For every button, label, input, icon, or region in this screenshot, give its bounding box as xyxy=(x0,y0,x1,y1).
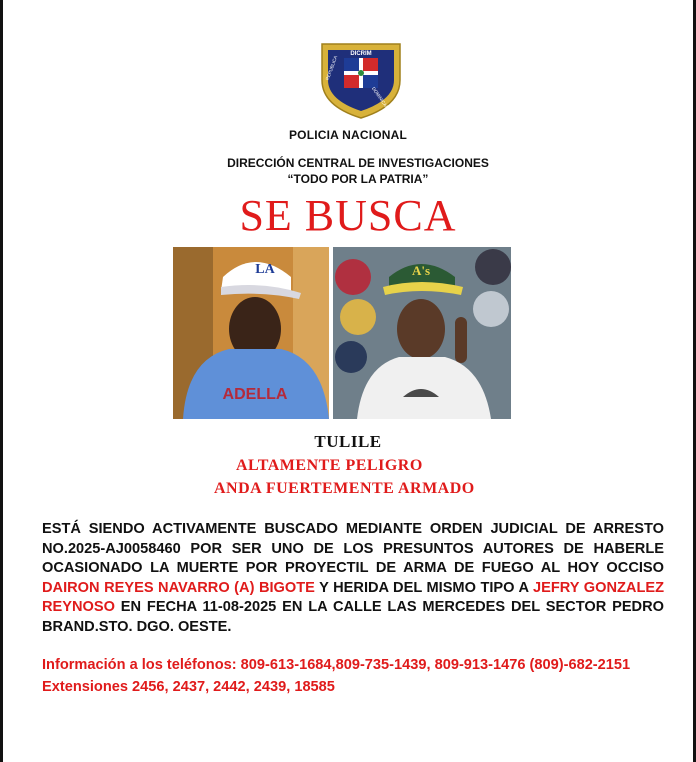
suspect-photo-right xyxy=(333,247,511,419)
department-name: DIRECCIÓN CENTRAL DE INVESTIGACIONES “TODO POR LA PATRIA” xyxy=(227,156,489,186)
shirt-text-left: ADELLA xyxy=(222,386,288,403)
logo-text-left: REPUBLICA xyxy=(324,55,339,81)
details-part-3: EN FECHA 11-08-2025 EN LA CALLE LAS MERCEDES DEL SECTOR PEDRO BRAND.STO. DGO. OESTE. xyxy=(42,599,664,635)
victim-name-1: DAIRON REYES NAVARRO (A) BIGOTE xyxy=(42,579,315,596)
dicrim-shield-icon xyxy=(318,40,404,120)
warning-armed: ANDA FUERTEMENTE ARMADO xyxy=(214,480,475,497)
warning-dangerous: ALTAMENTE PELIGRO xyxy=(236,457,423,474)
left-border xyxy=(0,0,3,762)
contact-info: Información a los teléfonos: 809-613-1684,809-735-1439, 809-913-1476 (809)-682-2151 Extensiones 2456, 2437, 2442, 2439, 18585 xyxy=(42,657,631,695)
logo-text-top: DICRIM xyxy=(350,51,372,57)
details-part-1: ESTÁ SIENDO ACTIVAMENTE BUSCADO MEDIANTE ORDEN JUDICIAL DE ARRESTO NO.2025-AJ0058460 POR SER UNO DE LOS PRESUNTOS AUTORES DE HABERLE OCASIONADO LA MUERTE POR PROYECTIL DE ARMA DE FUEGO AL HOY OCCISO xyxy=(42,521,664,576)
details-part-2: Y HERIDA DEL MISMO TIPO A xyxy=(314,579,533,596)
poster-title: SE BUSCA xyxy=(239,191,457,240)
cap-logo-left: LA xyxy=(255,262,275,277)
suspect-alias: TULILE xyxy=(314,432,382,451)
case-details xyxy=(42,520,664,637)
suspect-photo-left xyxy=(173,247,329,419)
cap-logo-right: A's xyxy=(411,263,431,278)
victim-name-2: JEFRY GONZALEZ REYNOSO xyxy=(42,579,665,615)
logo-text-right: DOMINICANA xyxy=(370,86,392,113)
agency-name: POLICIA NACIONAL xyxy=(288,128,408,142)
